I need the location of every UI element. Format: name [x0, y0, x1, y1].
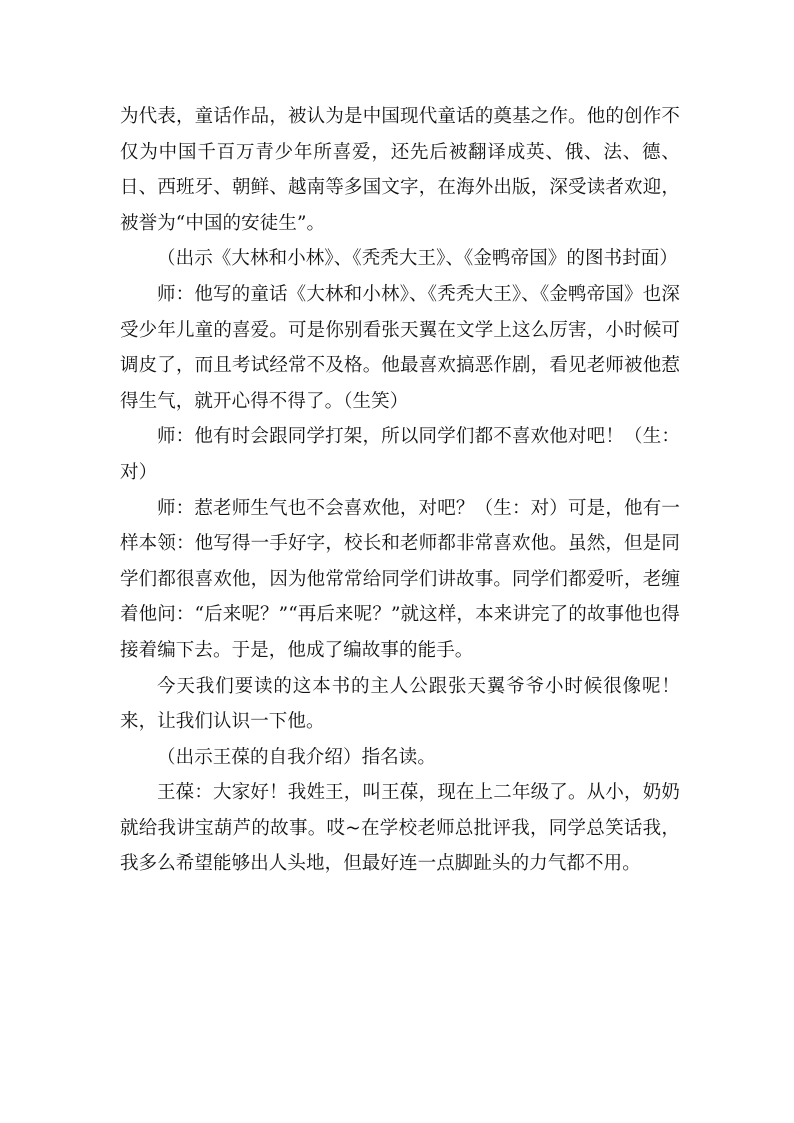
paragraph-wangbao-speech: 王葆：大家好！我姓王，叫王葆，现在上二年级了。从小，奶奶就给我讲宝葫芦的故事。哎~在学校老师总批评我，同学总笑话我，我多么希望能够出人头地，但最好连一点脚趾头的力气都不用。 — [120, 782, 680, 875]
paragraph-teacher-2: 师：他有时会跟同学打架，所以同学们都不喜欢他对吧！（生：对） — [120, 426, 680, 483]
paragraph-teacher-3: 师：惹老师生气也不会喜欢他，对吧？（生：对）可是，他有一样本领：他写得一手好字，校长和老师都非常喜欢他。虽然，但是同学们都很喜欢他，因为他常常给同学们讲故事。同学们都爱听，老缠着他问：“后来呢？”“再后来呢？”就这样，本来讲完了的故事他也得接着编下去。于是，他成了编故事的能手。 — [120, 497, 680, 661]
paragraph-teacher-1: 师：他写的童话《大林和小林》、《秃秃大王》、《金鸭帝国》也深受少年儿童的喜爱。可是你别看张天翼在文学上这么厉害，小时候可调皮了，而且考试经常不及格。他最喜欢搞恶作剧，看见老师被他惹得生气，就开心得不得了。（生笑） — [120, 283, 680, 412]
paragraph-wangbao-intro: （出示王葆的自我介绍）指名读。 — [157, 746, 437, 768]
paragraph-book-covers: （出示《大林和小林》、《秃秃大王》、《金鸭帝国》的图书封面） — [157, 248, 679, 270]
document-page — [120, 99, 680, 882]
paragraph-today: 今天我们要读的这本书的主人公跟张天翼爷爷小时候很像呢！来，让我们认识一下他。 — [120, 675, 680, 733]
paragraph-intro: 为代表，童话作品，被认为是中国现代童话的奠基之作。他的创作不仅为中国千百万青少年所喜爱，还先后被翻译成英、俄、法、德、日、西班牙、朝鲜、越南等多国文字，在海外出版，深受读者欢迎，被誉为“中国的安徒生”。 — [120, 106, 680, 234]
